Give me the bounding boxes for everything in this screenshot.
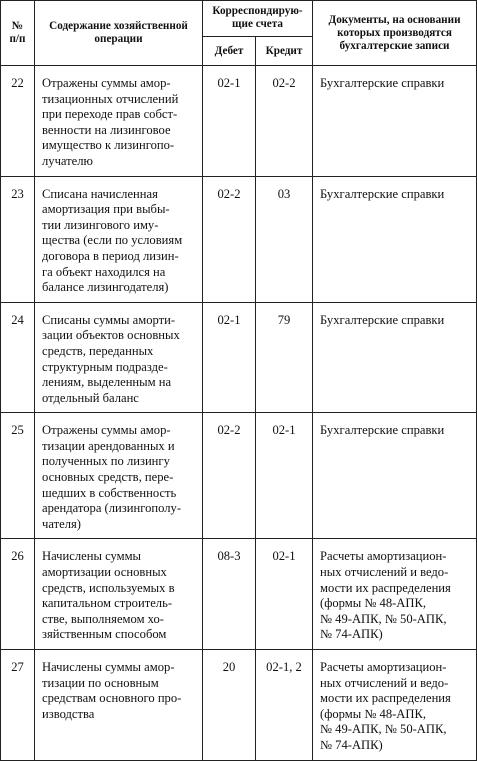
source-documents: Бухгалтерские справки	[313, 302, 477, 413]
row-number: 25	[1, 413, 35, 539]
source-documents: Бухгалтерские справки	[313, 66, 477, 177]
table-row	[1, 539, 477, 650]
operation-text: Начислены суммы амортизации основных средств, используемых в капитальном строитель- стве, выполняемом хо- зяйственным способом	[35, 539, 203, 650]
header-number: № п/п	[1, 1, 35, 66]
credit-account: 02-1	[256, 539, 313, 650]
table-row	[1, 176, 477, 302]
credit-account: 02-2	[256, 66, 313, 177]
table-header	[1, 1, 477, 66]
debit-account: 02-1	[203, 302, 256, 413]
credit-account: 02-1, 2	[256, 650, 313, 761]
source-documents: Расчеты амортизацион- ных отчислений и ведо- мости их распределения (формы № 48-АПК, № 49-АПК, № 50-АПК, № 74-АПК)	[313, 539, 477, 650]
row-number: 27	[1, 650, 35, 761]
operation-text: Начислены суммы амор- тизации по основным средствам основного про- изводства	[35, 650, 203, 761]
operation-text: Списаны суммы аморти- зации объектов основных средств, переданных структурным подразде- лениям, выделенным на отдельный баланс	[35, 302, 203, 413]
debit-account: 02-1	[203, 66, 256, 177]
header-documents: Документы, на основании которых производятся бухгалтерские записи	[313, 1, 477, 66]
table-row	[1, 302, 477, 413]
row-number: 22	[1, 66, 35, 177]
debit-account: 08-3	[203, 539, 256, 650]
source-documents: Бухгалтерские справки	[313, 413, 477, 539]
source-documents: Бухгалтерские справки	[313, 176, 477, 302]
source-documents: Расчеты амортизацион- ных отчислений и ведо- мости их распределения (формы № 48-АПК, № 49-АПК, № 50-АПК, № 74-АПК)	[313, 650, 477, 761]
operation-text: Отражены суммы амор- тизации арендованных и полученных по лизингу основных средств, пере- шедших в собственность арендатора (лизингополу- чателя)	[35, 413, 203, 539]
row-number: 24	[1, 302, 35, 413]
table-row	[1, 650, 477, 761]
debit-account: 02-2	[203, 413, 256, 539]
table-row	[1, 413, 477, 539]
header-debit: Дебет	[203, 37, 256, 66]
header-credit: Кредит	[256, 37, 313, 66]
debit-account: 20	[203, 650, 256, 761]
credit-account: 02-1	[256, 413, 313, 539]
table-row	[1, 66, 477, 177]
debit-account: 02-2	[203, 176, 256, 302]
operation-text: Списана начисленная амортизация при выбы- тии лизингового иму- щества (если по условиям договора в период лизин- га объект находился на балансе лизингодателя)	[35, 176, 203, 302]
credit-account: 79	[256, 302, 313, 413]
row-number: 26	[1, 539, 35, 650]
credit-account: 03	[256, 176, 313, 302]
row-number: 23	[1, 176, 35, 302]
header-corresponding-accounts: Корреспондирую- щие счета	[203, 1, 313, 37]
header-operation: Содержание хозяйственной операции	[35, 1, 203, 66]
operation-text: Отражены суммы амор- тизационных отчислений при переходе прав собст- венности на лизинговое имущество к лизингопо- лучателю	[35, 66, 203, 177]
